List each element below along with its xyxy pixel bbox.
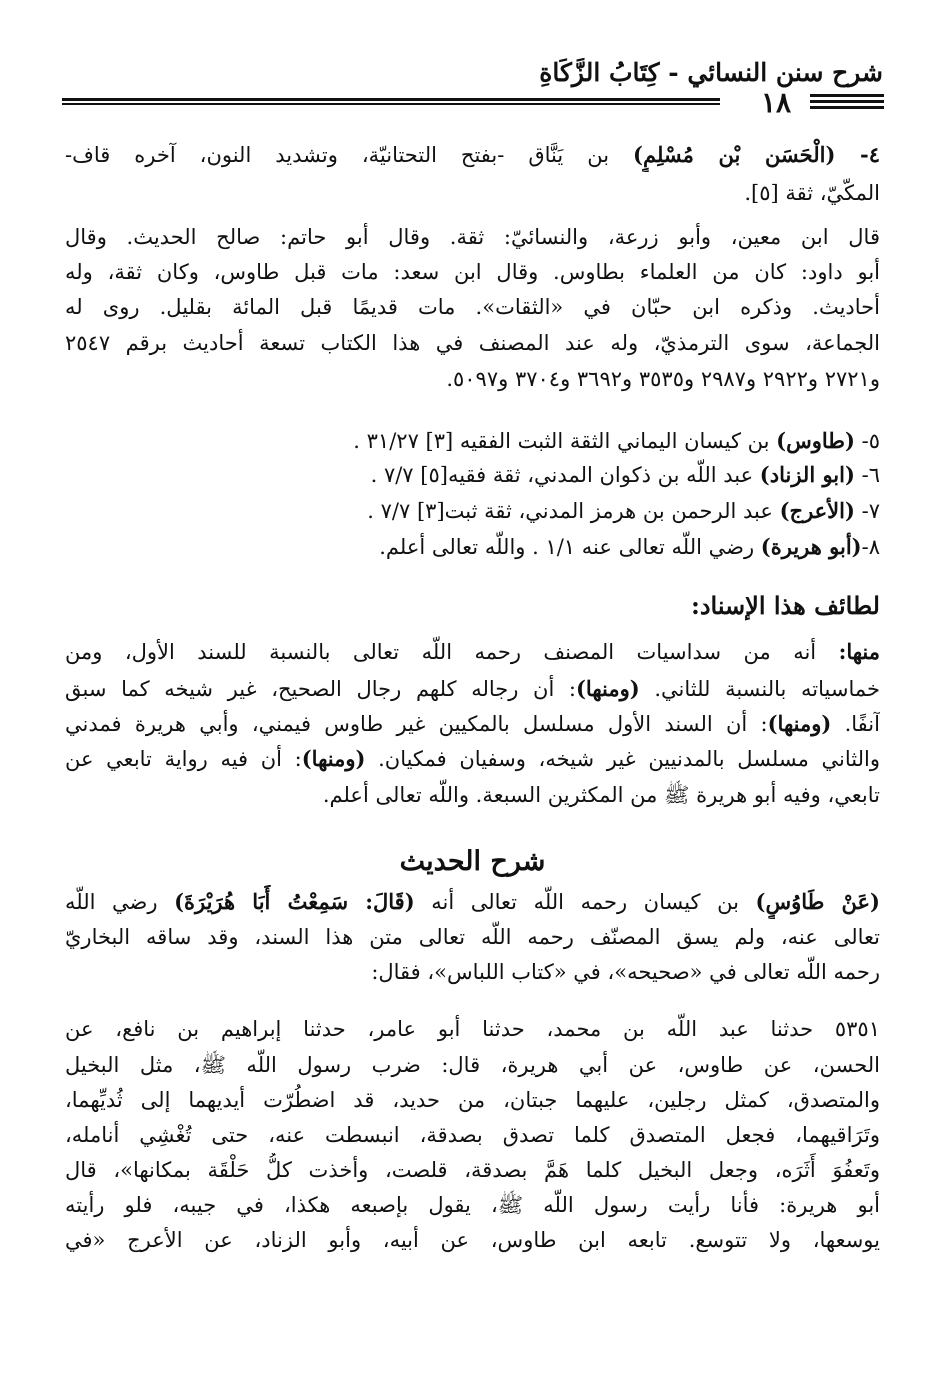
text-run: : أن فيه رواية تابعي عن bbox=[65, 747, 302, 771]
text-run: : أن السند الأول مسلسل بالمكيين غير طاوس فيمني، وأبي هريرة فمدني bbox=[65, 712, 768, 736]
bold-term: (عَنْ طَاوُسٍ) bbox=[755, 889, 880, 914]
text-line bbox=[65, 1153, 880, 1187]
text-run: تعالى عنه، ولم يسق المصنّف رحمه اللّه تعالى متن هذا السند، وقد ساقه البخاريّ bbox=[65, 925, 880, 949]
text-line bbox=[65, 955, 880, 989]
text-run: بن كيسان رحمه اللّه تعالى أنه bbox=[414, 890, 756, 914]
header-rule bbox=[62, 98, 720, 101]
text-run: أبو هريرة: فأنا رأيت رسول اللّه ﷺ، يقول بإصبعه هكذا، في جيبه، فلو رأيته bbox=[65, 1193, 880, 1217]
text-run: يوسعها، ولا تتوسع. تابعه ابن طاوس، عن أبيه، وأبو الزناد، عن الأعرج «في bbox=[65, 1228, 880, 1252]
text-line bbox=[65, 742, 880, 776]
page-number-rule bbox=[810, 106, 884, 109]
text-line bbox=[65, 458, 880, 492]
text-line bbox=[65, 494, 880, 528]
text-line bbox=[65, 1012, 880, 1046]
text-line bbox=[65, 362, 880, 396]
text-line bbox=[65, 1223, 880, 1257]
text-run: الحسن، عن طاوس، عن أبي هريرة، قال: ضرب رسول اللّه ﷺ، مثل البخيل bbox=[65, 1053, 880, 1077]
text-run: ٥٣٥١ حدثنا عبد اللّه بن محمد، حدثنا أبو عامر، حدثنا إبراهيم بن نافع، عن bbox=[65, 1017, 880, 1041]
text-line bbox=[65, 1188, 880, 1222]
text-line bbox=[65, 672, 880, 706]
text-run: قال ابن معين، وأبو زرعة، والنسائيّ: ثقة. وقال أبو حاتم: صالح الحديث. وقال bbox=[65, 225, 880, 249]
text-run: وتَعفُوَ أَثَرَه، وجعل البخيل كلما هَمَّ بصدقة، قلصت، وأخذت كلُّ حَلْقَة بمكانها»، قال bbox=[65, 1158, 880, 1182]
text-run: وتَرَاقيهما، فجعل المتصدق كلما تصدق بصدقة، انبسطت عنه، حتى تُغْشِي أنامله، bbox=[65, 1123, 880, 1147]
text-line bbox=[65, 326, 880, 360]
text-line bbox=[65, 707, 880, 741]
text-run: أبو داود: كان من العلماء بطاوس. وقال ابن سعد: مات قبل طاوس، وكان ثقة، وله bbox=[65, 260, 880, 284]
bold-term: منها: bbox=[838, 639, 880, 664]
header-rule bbox=[62, 103, 720, 105]
page-number: ١٨ bbox=[760, 86, 792, 119]
page-number-rule bbox=[810, 100, 884, 103]
bold-term: (طاوس) bbox=[776, 428, 855, 453]
bold-term: (ابو الزناد) bbox=[759, 462, 855, 487]
text-run: عبد اللّه بن ذكوان المدني، ثقة فقيه[٥] ٧/٧ . bbox=[370, 463, 760, 487]
text-run: تابعي، وفيه أبو هريرة ﷺ من المكثرين السبعة. واللّه تعالى أعلم. bbox=[322, 783, 880, 807]
text-run: و٢٧٢١ و٢٩٢٢ و٢٩٨٧ و٣٥٣٥ و٣٦٩٢ و٣٧٠٤ و٥٠٩٧. bbox=[446, 367, 880, 391]
text-run: : أن رجاله كلهم رجال الصحيح، غير شيخه كما سبق bbox=[65, 677, 576, 701]
text-run: المكّيّ، ثقة [٥]. bbox=[744, 181, 880, 205]
running-title: شرح سنن النسائي - كِتَابُ الزَّكَاةِ bbox=[539, 58, 883, 87]
text-line bbox=[65, 176, 880, 210]
bold-term: (ومنها) bbox=[301, 746, 366, 771]
text-run: بن يَنَّاق -بفتح التحتانيّة، وتشديد النون، آخره قاف- bbox=[65, 143, 634, 167]
page-number-rule bbox=[810, 94, 884, 97]
text-run: خماسياته بالنسبة للثاني. bbox=[639, 677, 880, 701]
text-run: ٧- bbox=[854, 499, 880, 523]
text-line bbox=[65, 1083, 880, 1117]
text-run: والثاني مسلسل بالمدنيين غير شيخه، وسفيان فمكيان. bbox=[365, 747, 880, 771]
text-line bbox=[65, 530, 880, 564]
text-line bbox=[65, 138, 880, 172]
bold-term: ٤- (الْحَسَن بْن مُسْلِمٍ) bbox=[633, 142, 880, 167]
text-line bbox=[65, 778, 880, 812]
text-line bbox=[65, 424, 880, 458]
text-run: ٥- bbox=[854, 429, 880, 453]
text-run: رضي اللّه bbox=[65, 890, 175, 914]
text-line bbox=[65, 920, 880, 954]
section-heading-lataif: لطائف هذا الإسناد: bbox=[690, 591, 880, 620]
bold-term: (ومنها) bbox=[767, 711, 832, 736]
text-run: الجماعة، سوى الترمذيّ، وله عند المصنف في هذا الكتاب تسعة أحاديث برقم ٢٥٤٧ bbox=[65, 331, 880, 355]
text-run: عبد الرحمن بن هرمز المدني، ثقة ثبت[٣] ٧/٧ . bbox=[367, 499, 780, 523]
text-run: بن كيسان اليماني الثقة الثبت الفقيه [٣] ٣١/٢٧ . bbox=[353, 429, 777, 453]
bold-term: (قَالَ: سَمِعْتُ أَبَا هُرَيْرَةَ) bbox=[174, 889, 415, 914]
text-line bbox=[65, 220, 880, 254]
text-line bbox=[65, 290, 880, 324]
bold-term: (ومنها) bbox=[576, 676, 640, 701]
text-run: آنفًا. bbox=[831, 712, 880, 736]
text-line bbox=[65, 255, 880, 289]
text-run: أحاديث. وذكره ابن حبّان في «الثقات». مات قديمًا قبل المائة بقليل. روى له bbox=[65, 295, 880, 319]
bold-term: (أبو هريرة) bbox=[760, 534, 862, 559]
text-run: ٦- bbox=[854, 463, 880, 487]
text-line bbox=[65, 1118, 880, 1152]
bold-term: (الأعرج) bbox=[779, 498, 855, 523]
text-run: أنه من سداسيات المصنف رحمه اللّه تعالى بالنسبة للسند الأول، ومن bbox=[65, 640, 839, 664]
section-heading-sharh: شرح الحديث bbox=[399, 846, 546, 877]
text-run: والمتصدق، كمثل رجلين، عليهما جبتان، من حديد، قد اضطُرّت أيديهما إلى ثُديِّهما، bbox=[65, 1088, 880, 1112]
text-run: ٨- bbox=[861, 535, 880, 559]
text-run: رضي اللّه تعالى عنه ١/١ . واللّه تعالى أعلم. bbox=[379, 535, 761, 559]
text-line bbox=[65, 635, 880, 669]
text-line bbox=[65, 1048, 880, 1082]
text-line bbox=[65, 885, 880, 919]
text-run: رحمه اللّه تعالى في «صحيحه»، في «كتاب اللباس»، فقال: bbox=[371, 960, 880, 984]
